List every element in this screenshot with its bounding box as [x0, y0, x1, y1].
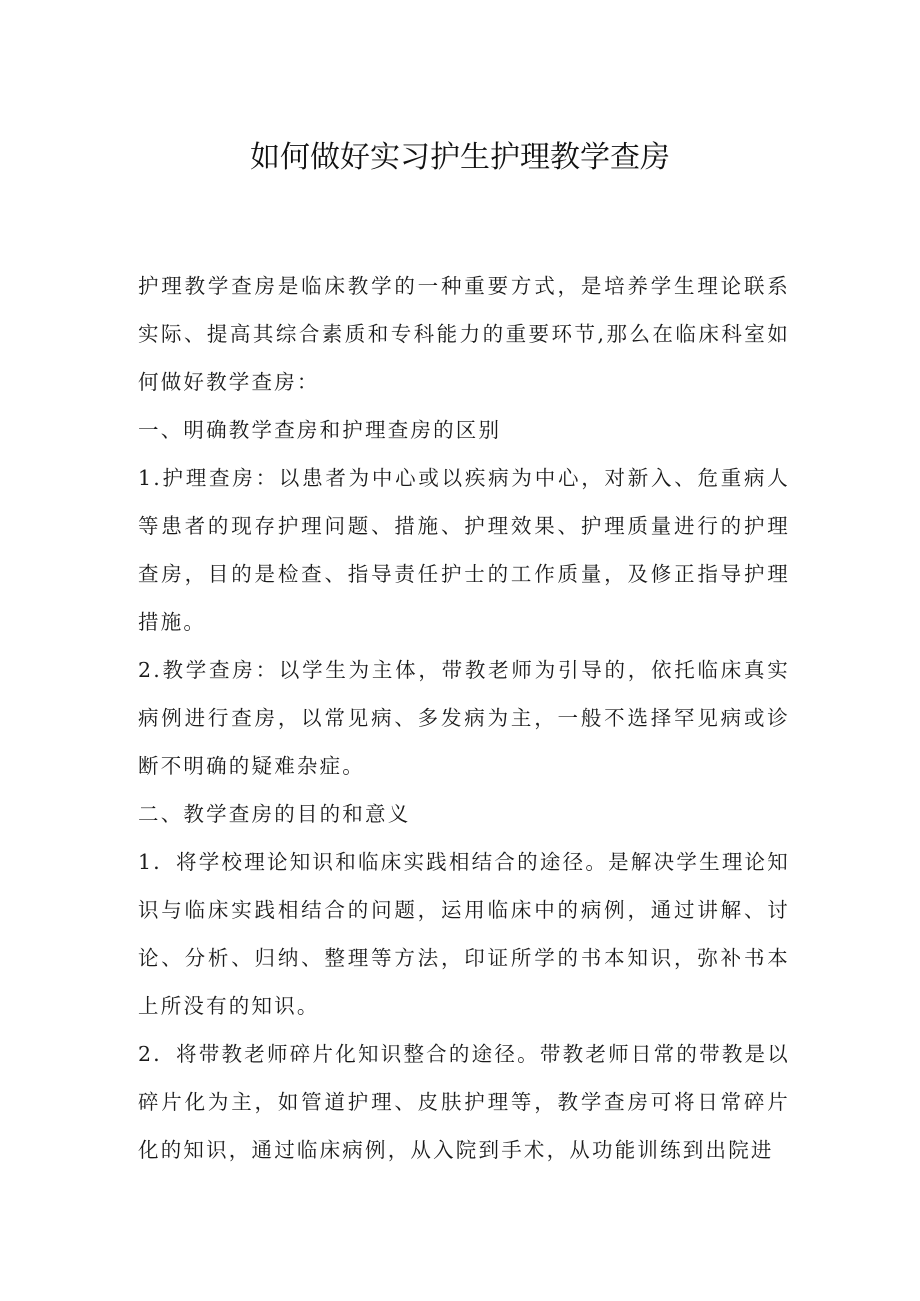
paragraph-item-1-2: 2.教学查房：以学生为主体，带教老师为引导的，依托临床真实病例进行查房，以常见病、多发病为主，一般不选择罕见病或诊断不明确的疑难杂症。	[138, 658, 790, 778]
paragraph-item-2-1: 1．将学校理论知识和临床实践相结合的途径。是解决学生理论知识与临床实践相结合的问题，运用临床中的病例，通过讲解、讨论、分析、归纳、整理等方法，印证所学的书本知识，弥补书本上所没有的知识。	[138, 850, 790, 1018]
paragraph-item-1-1: 1.护理查房：以患者为中心或以疾病为中心，对新入、危重病人等患者的现存护理问题、措施、护理效果、护理质量进行的护理查房，目的是检查、指导责任护士的工作质量，及修正指导护理措施。	[138, 466, 790, 634]
paragraph-intro: 护理教学查房是临床教学的一种重要方式，是培养学生理论联系实际、提高其综合素质和专科能力的重要环节,那么在临床科室如何做好教学查房：	[138, 274, 790, 394]
section-heading-2: 二、教学查房的目的和意义	[138, 802, 411, 826]
document-title: 如何做好实习护生护理教学查房	[250, 140, 670, 175]
section-heading-1: 一、明确教学查房和护理查房的区别	[138, 418, 502, 442]
paragraph-item-2-2: 2．将带教老师碎片化知识整合的途径。带教老师日常的带教是以碎片化为主，如管道护理、皮肤护理等，教学查房可将日常碎片化的知识，通过临床病例，从入院到手术，从功能训练到出院进	[138, 1042, 790, 1162]
document-body	[138, 262, 790, 1174]
